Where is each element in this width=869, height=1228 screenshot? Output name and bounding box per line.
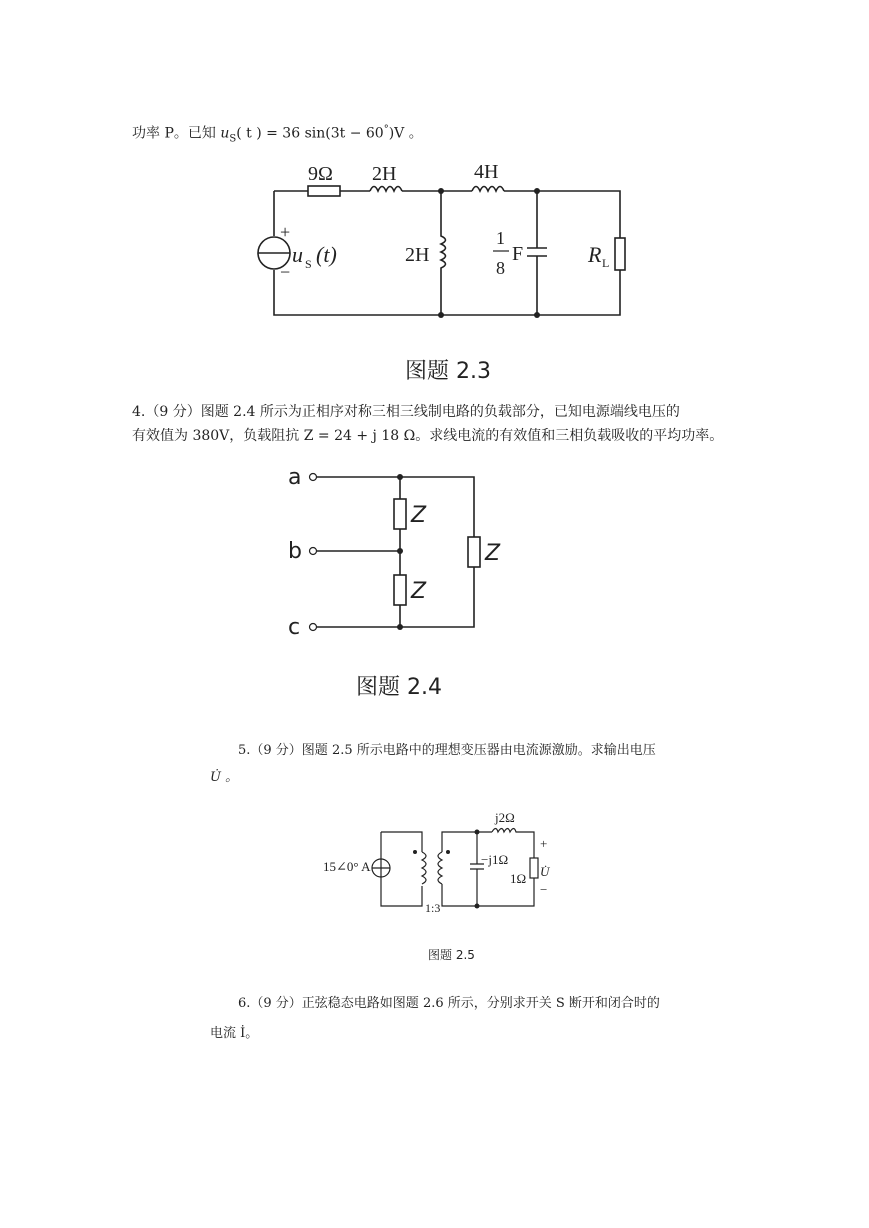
f23-label-source-arg: (t) [316, 242, 337, 267]
f25-wire-primary-top [381, 832, 422, 852]
f25-secondary-coil [438, 852, 442, 884]
q4-line-2: 有效值为 380V，负载阻抗 Z = 24 + j 18 Ω。求线电流的有效值和三相负载吸收的平均功率。 [132, 428, 724, 444]
f25-node-top [475, 830, 480, 835]
f23-label-minus: − [280, 262, 291, 282]
f23-label-9ohm: 9Ω [308, 163, 333, 185]
f25-label-j2: j2Ω [495, 810, 515, 825]
f25-caption: 图题 2.5 [428, 948, 475, 962]
f25-primary-coil [422, 852, 426, 884]
f24-label-a: a [288, 465, 302, 490]
f25-wire-secondary-top [442, 832, 492, 852]
f25-label-1ohm: 1Ω [510, 871, 527, 886]
f23-label-source-sub: S [305, 257, 312, 271]
q5-line-2: U̇ 。 [210, 770, 239, 785]
f23-label-2h-shunt: 2H [405, 244, 430, 266]
f23-label-rl: R [588, 242, 602, 267]
f25-resistor-1ohm [530, 858, 538, 878]
f25-label-mj1: −j1Ω [481, 852, 509, 867]
q3-formula-deg: ° [383, 124, 389, 135]
f25-label-plus: + [540, 836, 548, 851]
q5-line-1: 5.（9 分）图题 2.5 所示电路中的理想变压器由电流源激励。求输出电压 [238, 743, 656, 758]
f25-dot-primary [413, 850, 417, 854]
f25-dot-secondary [446, 850, 450, 854]
f24-label-z1: Z [411, 503, 427, 528]
q3-intro-prefix: 功率 P。已知 [132, 125, 221, 142]
q3-formula-end: )V 。 [388, 125, 423, 142]
f24-label-c: c [288, 615, 301, 640]
f24-label-z2: Z [411, 579, 427, 604]
f25-capacitor [470, 832, 484, 906]
f23-label-plus: + [280, 222, 291, 242]
q3-formula-rest: ( t ) = 36 sin(3t − 60 [236, 125, 384, 142]
f23-label-4h: 4H [474, 161, 499, 183]
f23-label-cap-unit: F [512, 243, 524, 265]
f25-wire-primary-bottom [381, 878, 422, 906]
f24-caption: 图题 2.4 [356, 675, 442, 700]
q3-formula-u: u [220, 125, 230, 142]
f25-node-bottom [475, 904, 480, 909]
f23-label-cap-num: 1 [496, 228, 505, 248]
f24-label-z3: Z [485, 541, 501, 566]
f25-label-ratio: 1:3 [425, 901, 441, 915]
f25-label-minus: − [540, 882, 548, 897]
f25-label-source: 15∠0° A [323, 859, 371, 874]
f25-label-u: U̇ [540, 864, 550, 879]
f23-label-source-u: u [292, 242, 303, 267]
f23-caption: 图题 2.3 [405, 359, 491, 384]
q3-formula-sub: S [229, 133, 237, 145]
q6-line-1: 6.（9 分）正弦稳态电路如图题 2.6 所示，分别求开关 S 断开和闭合时的 [238, 996, 660, 1011]
f23-label-cap-den: 8 [496, 258, 505, 278]
f23-label-rl-sub: L [602, 256, 610, 270]
q6-line-2: 电流 İ。 [210, 1026, 259, 1041]
f23-label-2h-series: 2H [372, 163, 397, 185]
f24-label-b: b [288, 539, 302, 564]
q4-line-1: 4.（9 分）图题 2.4 所示为正相序对称三相三线制电路的负载部分，已知电源端线电压的 [132, 404, 680, 420]
